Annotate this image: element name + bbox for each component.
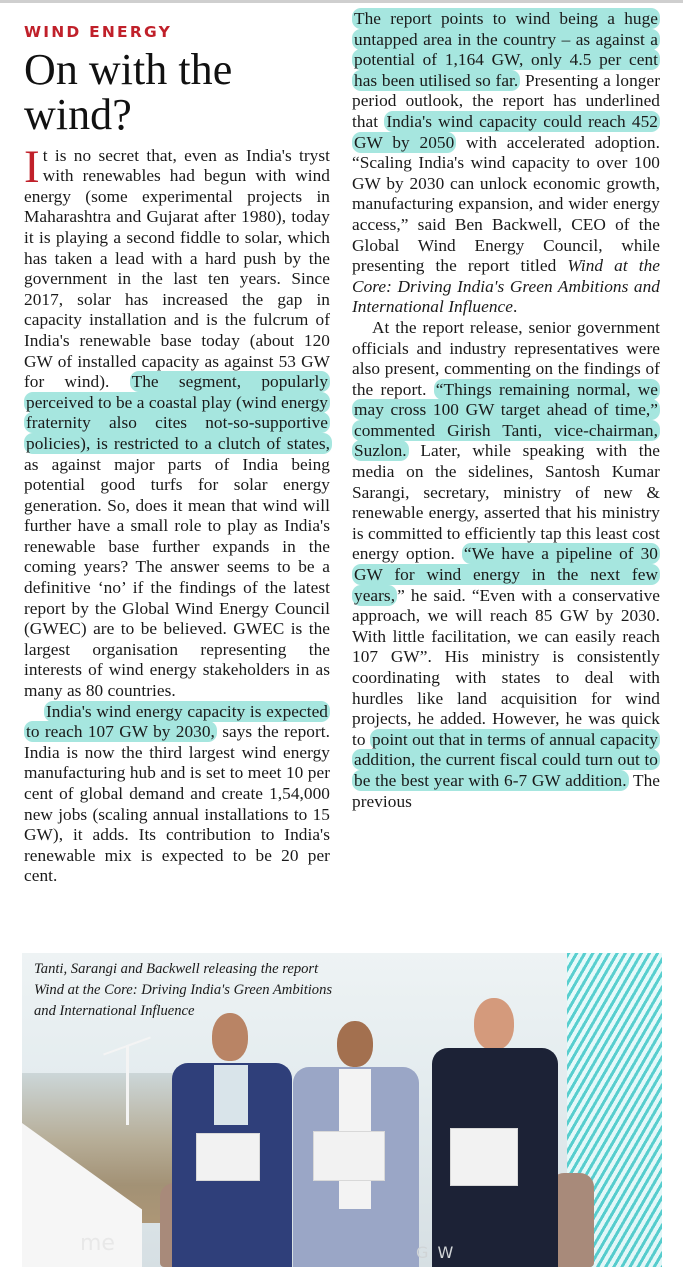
top-edge-bar [0,0,683,3]
paragraph-2-text-b: Presenting a longer period outlook, the report has underlined that [352,70,660,131]
headline-line-2: wind? [24,89,132,139]
report-booklet [450,1128,518,1186]
highlight-best-year: point out that in terms of annual capacity addition, the current fiscal could turn out to be the best year with 6-7 GW addition. [354,729,658,790]
report-title: Wind at the Core: Driving India's Green Ambitions and International Influence [352,256,660,317]
paragraph-1-text-b: as against major parts of India being potential good turfs for solar energy generation. So, does it mean that wind will further have a small role to play as India's renewable base further expands in the coming years? The answer seems to be a definitive ‘no’ if the findings of the latest report by the Global Wind Energy Council (GWEC) are to be believed. GWEC is the largest organisation representing the interests of wind energy stakeholders in as many as 80 countries. [24,454,330,701]
article-column-left [24,20,330,887]
backdrop-logo-text: me [80,1231,115,1256]
paragraph-2 [24,702,330,887]
section-kicker: WIND ENERGY [24,23,172,41]
backdrop-gwec-text: G W [416,1243,456,1262]
paragraph-2-continued [352,9,660,318]
paragraph-3 [352,318,660,812]
wind-turbine-icon [126,1045,129,1125]
paragraph-2-text-a: says the report. India is now the third largest wind energy manufacturing hub and is set to meet 10 per cent of global demand and create 1,54,000 new jobs (scaling annual installations to 15 GW), it adds. Its contribution to India's renewable mix is expected to be 20 per cent. [24,722,330,886]
paragraph-3-text-b: Later, while speaking with the media on the sidelines, Santosh Kumar Sarangi, secretary, ministry of new & renewable energy, asserted that his ministry is committed to efficiently tap this least cost energy option. [352,441,660,564]
report-booklet [313,1131,385,1181]
report-booklet [196,1133,260,1181]
highlight-tanti-quote: “Things remaining normal, we may cross 100 GW target ahead of time,” commented Girish Tanti, vice-chairman, Suzlon. [354,379,658,461]
highlight-pipeline-quote: “We have a pipeline of 30 GW for wind energy in the next few years, [354,544,658,605]
paragraph-3-text-a: At the report release, senior government officials and industry representatives were also present, commenting on the findings of the report. [352,317,660,399]
paragraph-3-text-d: The previous [352,770,660,811]
shirt [214,1065,248,1125]
paragraph-1-text-a: t is no secret that, even as India's tryst with renewables had begun with wind energy (some experimental projects in Maharashtra and Gujarat after 1980), today it is playing a second fiddle to solar, which has taken a lead with a hard push by the government in the last ten years. Since 2017, solar has increased the gap in capacity installation and is the fulcrum of India's renewable base today (about 120 GW of installed capacity as against 53 GW for wind). [24,145,330,392]
drop-cap: I [24,140,40,193]
highlight-107gw: India's wind energy capacity is expected to reach 107 GW by 2030, [26,701,328,742]
head [474,998,514,1050]
highlight-452gw: India's wind capacity could reach 452 GW by 2050 [354,111,658,152]
headline-line-1: On with the [24,44,233,94]
period: . [512,297,518,317]
paragraph-1 [24,140,330,702]
photo-caption: Tanti, Sarangi and Backwell releasing the report Wind at the Core: Driving India's Green Ambitions and International Influence [34,961,333,1019]
article-column-right [352,9,660,812]
paragraph-2-text-c: with accelerated adoption. “Scaling India's wind capacity to over 100 GW by 2030 can unlock economic growth, manufacturing expansion, and wider energy access,” said Ben Backwell, CEO of the Global Wind Energy Council, while presenting the report titled [352,132,660,276]
headline [24,44,330,139]
highlight-untapped-area: The report points to wind being a huge untapped area in the country – as against a potential of 1,164 GW, only 4.5 per cent has been utilised so far. [354,9,658,90]
head [337,1021,373,1067]
highlight-coastal-play: The segment, popularly perceived to be a coastal play (wind energy fraternity also cites not-so-supportive policies), is restricted to a clutch of states, [26,372,330,453]
paragraph-3-text-c: ” he said. “Even with a conservative approach, we will reach 85 GW by 2030. With little facilitation, we can easily reach 107 GW”. His ministry is consistently coordinating with states to deal with hurdles like land acquisition for wind projects, he added. However, he was quick to [352,585,660,749]
